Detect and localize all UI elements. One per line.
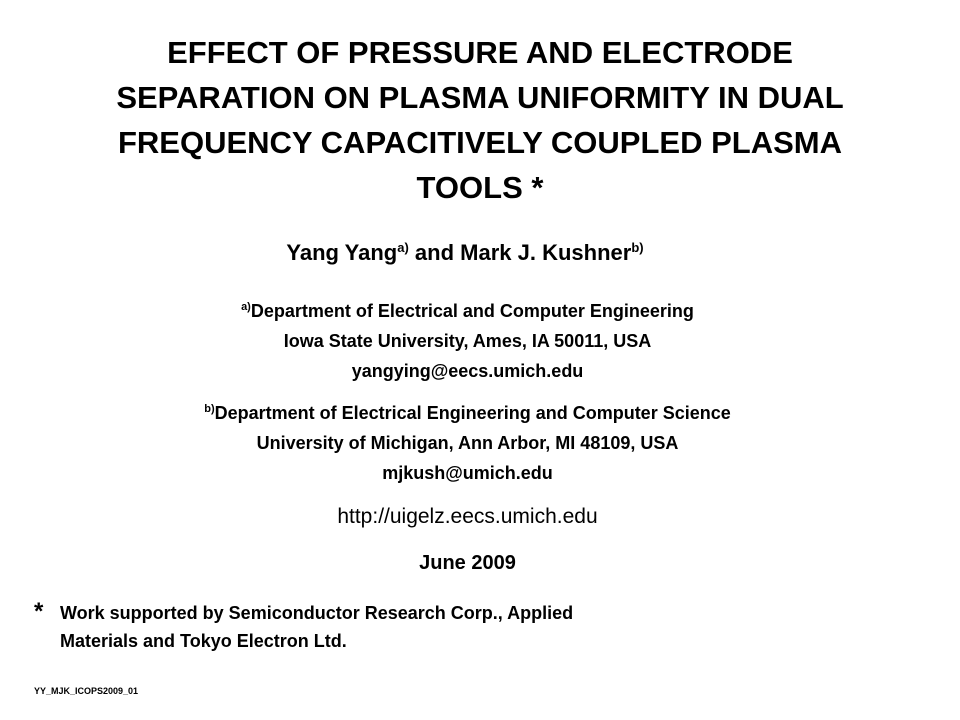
author-line — [0, 239, 930, 267]
affiliation-block-a — [0, 296, 935, 386]
affiliation-email: mjkush@umich.edu — [382, 463, 553, 483]
affiliation-block-b — [0, 398, 935, 488]
affiliation-superscript: b) — [204, 403, 215, 415]
footnote-line: Materials and Tokyo Electron Ltd. — [60, 631, 347, 651]
author-superscript: b) — [631, 240, 644, 255]
affiliation-university: Iowa State University, Ames, IA 50011, USA — [283, 331, 652, 351]
author-name: Yang Yang — [286, 240, 398, 265]
presentation-date: June 2009 — [419, 552, 516, 574]
footnote-line: Work supported by Semiconductor Research Corp., Applied — [60, 603, 574, 623]
affiliation-department — [0, 296, 935, 326]
affiliation-department — [0, 398, 935, 428]
title-line: TOOLS * — [416, 170, 544, 205]
author-superscript: a) — [397, 240, 409, 255]
title-line: FREQUENCY CAPACITIVELY COUPLED PLASMA — [117, 125, 842, 160]
slide-title — [0, 30, 960, 210]
footnote-star: * — [34, 598, 44, 625]
affiliation-university: University of Michigan, Ann Arbor, MI 48109, USA — [256, 433, 679, 453]
affiliation-superscript: a) — [241, 301, 251, 313]
title-line: EFFECT OF PRESSURE AND ELECTRODE — [167, 35, 793, 70]
funding-footnote — [34, 598, 834, 655]
author-name: Mark J. Kushner — [460, 240, 632, 265]
title-line: SEPARATION ON PLASMA UNIFORMITY IN DUAL — [116, 80, 844, 115]
author-conjunction: and — [408, 240, 461, 265]
affiliation-email: yangying@eecs.umich.edu — [351, 361, 584, 381]
department-text: Department of Electrical and Computer Engineering — [250, 301, 694, 321]
department-text: Department of Electrical Engineering and Computer Science — [214, 403, 731, 423]
website-url: http://uigelz.eecs.umich.edu — [337, 505, 598, 528]
slide-id: YY_MJK_ICOPS2009_01 — [34, 686, 139, 696]
